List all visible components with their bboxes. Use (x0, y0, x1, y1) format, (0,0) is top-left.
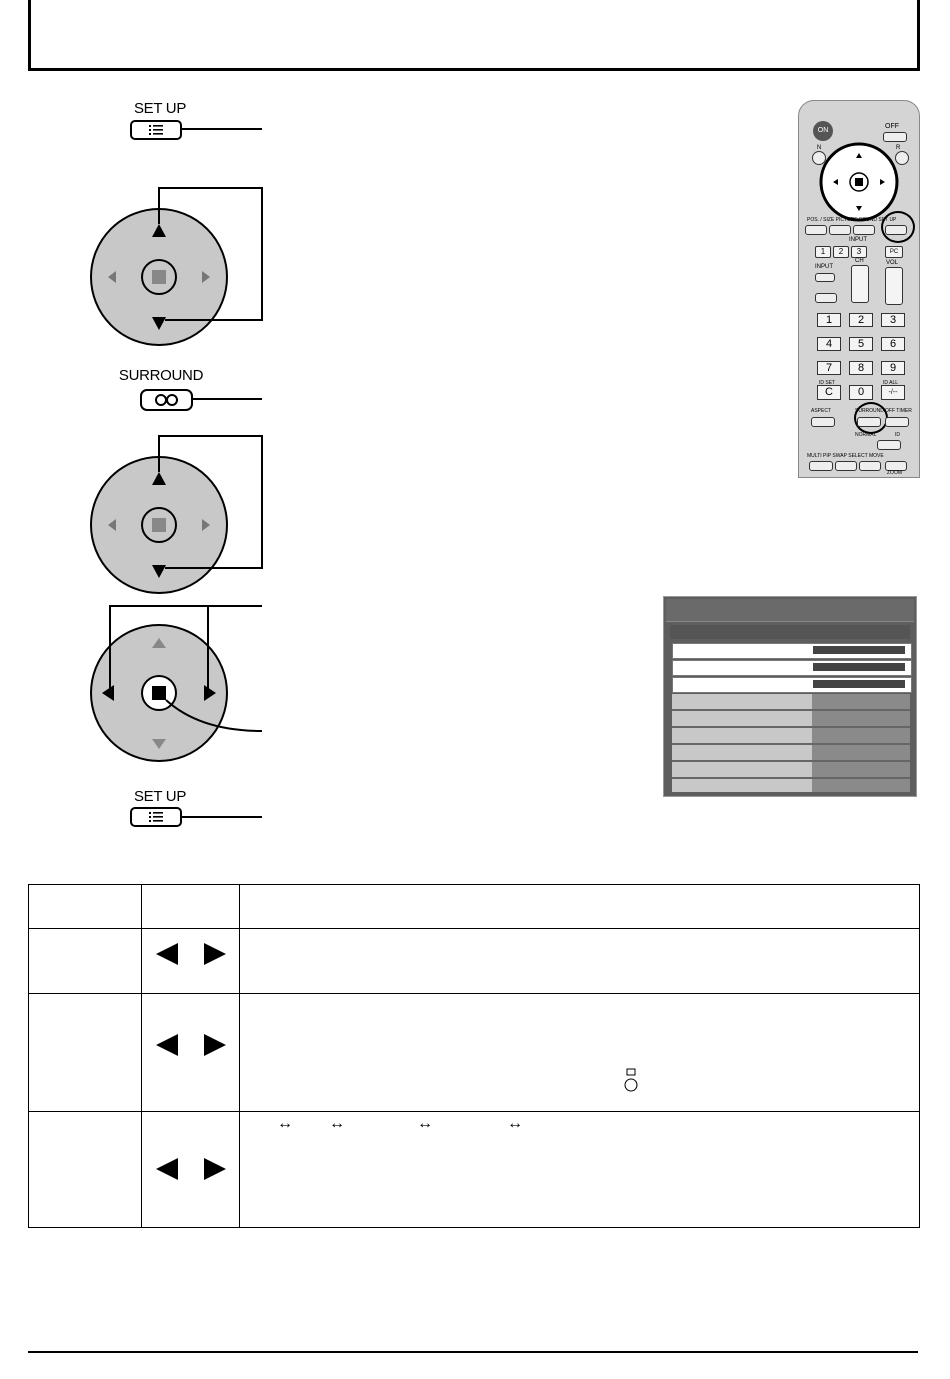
right-arrow-icon (204, 943, 226, 965)
normal-label: NORMAL (855, 432, 877, 438)
menu-subheader (670, 625, 910, 639)
input-button[interactable] (815, 273, 835, 282)
n-label: N (817, 145, 822, 151)
numpad-key[interactable]: 5 (849, 337, 873, 351)
ch-rocker[interactable] (851, 265, 869, 303)
menu-row[interactable] (672, 677, 912, 693)
power-on-button[interactable]: ON (813, 121, 833, 141)
id-label: ID (895, 432, 900, 438)
vol-rocker[interactable] (885, 267, 903, 305)
input-2-key[interactable]: 2 (833, 246, 849, 258)
menu-list-icon (132, 809, 180, 825)
settings-table (28, 884, 920, 1228)
leader-line (182, 816, 262, 818)
numpad-key[interactable]: -/-- (881, 385, 905, 400)
input-header: INPUT (849, 237, 867, 243)
cycle-arrow-icon: ↔ (277, 1115, 293, 1132)
off-label: OFF (885, 123, 899, 130)
numpad-key[interactable]: 2 (849, 313, 873, 327)
numpad-key[interactable]: 3 (881, 313, 905, 327)
input-label: INPUT (815, 264, 833, 270)
right-arrow-icon (204, 1034, 226, 1056)
id-set-label: ID SET (819, 380, 836, 386)
normal-id-switch[interactable] (877, 440, 901, 450)
swap-button[interactable] (835, 461, 857, 471)
row3-arrows (154, 1158, 230, 1182)
left-arrow-icon (156, 1034, 178, 1056)
surround-icon (142, 391, 191, 409)
left-arrow-icon (156, 1158, 178, 1180)
numpad-key[interactable]: 9 (881, 361, 905, 375)
input-3-key[interactable]: 3 (851, 246, 867, 258)
numpad-key[interactable]: 8 (849, 361, 873, 375)
remote-setup-button[interactable] (885, 225, 907, 235)
footer-rule (28, 1351, 918, 1353)
id-all-label: ID ALL (883, 380, 899, 386)
select-button[interactable] (859, 461, 881, 471)
vol-label: VOL (886, 260, 899, 266)
dpad-updown-1[interactable] (90, 180, 270, 380)
cycle-arrow-icon: ↔ (417, 1115, 433, 1132)
menu-row[interactable] (672, 660, 912, 676)
numpad-key[interactable]: 7 (817, 361, 841, 375)
pos-size-button[interactable] (805, 225, 827, 235)
dpad-leftright[interactable] (90, 596, 270, 766)
ch-label: CH (855, 258, 864, 264)
numpad-key[interactable]: 0 (849, 385, 873, 400)
multi-pip-button[interactable] (809, 461, 833, 471)
leader-line (193, 398, 262, 400)
numpad-key[interactable]: C (817, 385, 841, 400)
input-1-key[interactable]: 1 (815, 246, 831, 258)
setup-button-label: SET UP (133, 100, 187, 117)
setup-button[interactable] (130, 120, 182, 140)
remote-func-labels: POS. / SIZE PICTURE SOUND SET UP (807, 217, 897, 223)
page-title-box (28, 0, 920, 71)
left-arrow-icon (156, 943, 178, 965)
numpad-key[interactable]: 6 (881, 337, 905, 351)
row1-arrows (154, 943, 230, 967)
surround-button-label: SURROUND (118, 367, 204, 384)
remote-control (798, 100, 920, 478)
setup-button-2[interactable] (130, 807, 182, 827)
input-select-icon (624, 1068, 640, 1094)
mute-button[interactable] (815, 293, 837, 303)
remote-surround-button[interactable] (857, 417, 881, 427)
offtimer-button[interactable] (885, 417, 909, 427)
input-pc-key[interactable]: PC (885, 246, 903, 258)
on-screen-menu (663, 596, 917, 797)
r-label: R (896, 145, 901, 151)
right-arrow-icon (204, 1158, 226, 1180)
numpad (817, 313, 905, 400)
picture-button[interactable] (829, 225, 851, 235)
zoom-label: ZOOM (887, 470, 902, 476)
menu-disabled-rows (672, 694, 910, 792)
sound-button[interactable] (853, 225, 875, 235)
cycle-arrow-icon: ↔ (329, 1115, 345, 1132)
menu-title-bar (666, 599, 914, 622)
aspect-button[interactable] (811, 417, 835, 427)
menu-list-icon (132, 122, 180, 138)
numpad-key[interactable]: 4 (817, 337, 841, 351)
aspect-label: ASPECT (811, 408, 832, 414)
menu-row[interactable] (672, 643, 912, 659)
leader-line (182, 128, 262, 130)
offtimer-label: OFF TIMER (885, 408, 912, 414)
row2-arrows (154, 1034, 230, 1058)
surround-button[interactable] (140, 389, 193, 411)
cycle-arrow-icon: ↔ (507, 1115, 523, 1132)
setup-button-label-2: SET UP (133, 788, 187, 805)
numpad-key[interactable]: 1 (817, 313, 841, 327)
remote-bottom-labels: MULTI PIP SWAP SELECT MOVE (807, 453, 884, 459)
remote-surround-label: SURROUND (855, 408, 884, 414)
